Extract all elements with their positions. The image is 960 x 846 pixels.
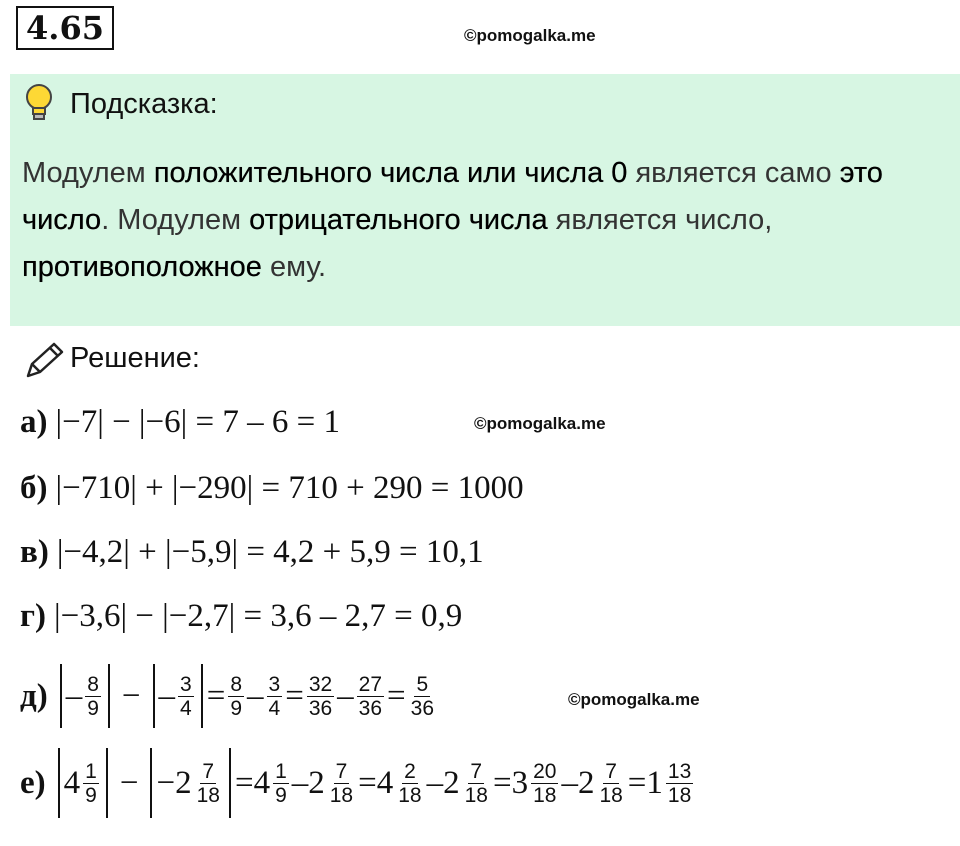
row-label: б) — [20, 470, 48, 506]
task-number: 4.65 — [16, 6, 114, 50]
watermark-bottom: ©pomogalka.me — [568, 690, 700, 709]
watermark-middle: ©pomogalka.me — [474, 414, 606, 433]
row-label: г) — [20, 598, 46, 634]
row-expression: |−4,2| + |−5,9| = 4,2 + 5,9 = 10,1 — [56, 534, 484, 570]
minus-sign: – — [158, 677, 175, 714]
row-expression: |−710| + |−290| = 710 + 290 = 1000 — [55, 470, 524, 506]
equals: = — [358, 764, 377, 801]
equals: = — [285, 677, 304, 714]
row-expression: |−7| − |−6| = 7 – 6 = 1 — [55, 404, 340, 440]
fraction: $\frac{8}{9}$ — [87, 672, 99, 720]
equals: = — [627, 764, 647, 801]
mixed-number: 2 $\frac{7}{18}$ — [577, 759, 623, 807]
row-label: в) — [20, 534, 49, 570]
solution-row-b — [20, 470, 524, 507]
abs-bar — [201, 664, 203, 728]
mixed-number: 3 $\frac{20}{18}$ — [511, 759, 557, 807]
equals: = — [206, 677, 226, 714]
fraction: $\frac{5}{36}$ — [410, 672, 435, 720]
fraction: $\frac{27}{36}$ — [358, 672, 383, 720]
mixed-number: 4 $\frac{2}{18}$ — [376, 759, 422, 807]
equals: = — [234, 764, 254, 801]
abs-bar — [150, 748, 152, 818]
solution-row-a — [20, 404, 340, 441]
lightbulb-icon — [22, 82, 56, 124]
operator: − — [121, 677, 141, 714]
equals: = — [387, 677, 406, 714]
solution-title: Решение: — [70, 342, 200, 374]
pencil-icon — [22, 340, 66, 382]
abs-bar — [106, 748, 108, 818]
abs-bar — [108, 664, 110, 728]
abs-bar — [58, 748, 60, 818]
abs-bar — [229, 748, 231, 818]
row-label: а) — [20, 404, 48, 440]
row-expression: |−3,6| − |−2,7| = 3,6 – 2,7 = 0,9 — [53, 598, 463, 634]
mixed-number: 1 $\frac{13}{18}$ — [646, 759, 692, 807]
minus-sign: – — [426, 764, 444, 801]
minus-sign: – — [65, 677, 83, 714]
solution-row-d — [20, 598, 462, 635]
row-label: е) — [20, 764, 46, 801]
operator: − — [119, 764, 139, 801]
equals: = — [492, 764, 512, 801]
solution-row-f — [20, 748, 696, 818]
mixed-number: 4 $\frac{1}{9}$ — [63, 759, 97, 807]
fraction: $\frac{3}{4}$ — [268, 672, 281, 720]
solution-row-e — [20, 664, 439, 728]
minus-sign: – — [561, 764, 578, 801]
minus-sign: – — [291, 764, 309, 801]
hint-title: Подсказка: — [70, 88, 218, 120]
hint-text: Модулем положительного числа или числа 0 является само это число. Модулем отрицательного числа является число, противоположное ему. — [22, 157, 883, 283]
watermark-top: ©pomogalka.me — [464, 26, 596, 45]
solution-row-c — [20, 534, 484, 571]
mixed-number: 2 $\frac{7}{18}$ — [443, 759, 488, 807]
row-label: д) — [20, 677, 48, 714]
mixed-number: −2 $\frac{7}{18}$ — [156, 759, 220, 807]
abs-bar — [153, 664, 155, 728]
minus-sign: – — [247, 677, 264, 714]
fraction: $\frac{8}{9}$ — [230, 672, 242, 720]
abs-bar — [60, 664, 62, 728]
fraction: $\frac{32}{36}$ — [308, 672, 333, 720]
minus-sign: – — [337, 677, 354, 714]
mixed-number: 2 $\frac{7}{18}$ — [308, 759, 354, 807]
fraction: $\frac{3}{4}$ — [180, 672, 192, 720]
mixed-number: 4 $\frac{1}{9}$ — [253, 759, 287, 807]
